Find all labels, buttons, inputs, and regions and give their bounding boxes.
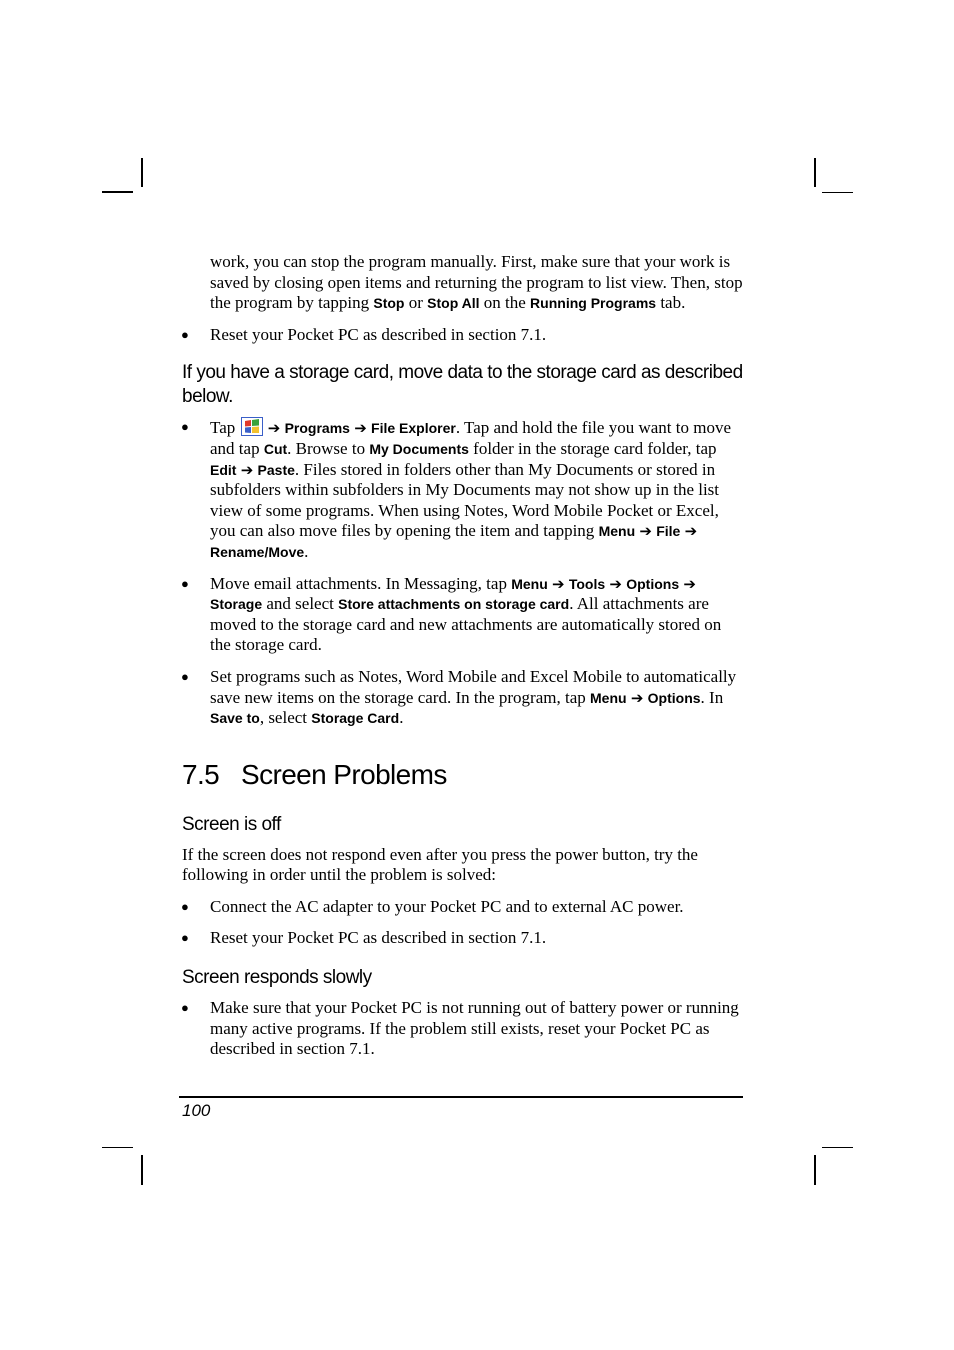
arrow-icon: ➔ [683, 574, 696, 593]
page-content [182, 252, 744, 1060]
bullet-icon: ● [181, 1000, 189, 1016]
text: , select [259, 708, 312, 728]
text: . Tap and hold the file you want to move and tap [210, 418, 731, 458]
list-item [182, 998, 744, 1060]
ui-label-file-explorer: File Explorer [371, 420, 456, 437]
bullet-icon: ● [181, 898, 189, 914]
crop-mark [102, 1147, 133, 1148]
text: . Browse to [287, 438, 370, 458]
arrow-icon: ➔ [552, 574, 565, 593]
section-heading [182, 759, 744, 791]
list-item [182, 417, 744, 562]
crop-mark [141, 1155, 143, 1185]
arrow-icon: ➔ [354, 419, 367, 438]
crop-mark [822, 192, 853, 193]
text: tab. [656, 293, 686, 313]
ui-label-stop: Stop [373, 295, 405, 312]
page-number: 100 [182, 1101, 211, 1120]
text: Reset your Pocket PC as described in section 7.1. [210, 324, 547, 344]
list-item [182, 325, 744, 346]
crop-mark [141, 158, 143, 187]
continuation-paragraph [182, 252, 744, 314]
ui-label-menu: Menu [598, 523, 636, 540]
ui-label-save-to: Save to [210, 710, 260, 727]
list-item [182, 574, 744, 656]
ui-label-tools: Tools [568, 575, 606, 592]
screen-off-heading: Screen is off [182, 813, 281, 835]
arrow-icon: ➔ [267, 419, 281, 438]
bullet-icon: ● [181, 326, 189, 342]
arrow-icon: ➔ [630, 688, 644, 707]
ui-label-menu: Menu [511, 575, 548, 592]
ui-label-my-documents: My Documents [369, 440, 469, 457]
ui-label-storage: Storage [210, 596, 263, 613]
list-item [182, 667, 744, 729]
arrow-icon: ➔ [240, 460, 254, 479]
ui-label-stop-all: Stop All [427, 295, 480, 312]
screen-slow-heading: Screen responds slowly [182, 967, 372, 989]
bullet-icon: ● [181, 930, 189, 946]
ui-label-cut: Cut [263, 440, 288, 457]
text: Connect the AC adapter to your Pocket PC and to external AC power. [210, 896, 684, 916]
section-title: Screen Problems [241, 758, 447, 790]
list-item [182, 928, 744, 949]
crop-mark [102, 191, 133, 193]
ui-label-edit: Edit [210, 461, 237, 478]
text: . All attachments are moved to the storage card and new attachments are automatically stored on the storage card. [210, 594, 722, 655]
list-item [182, 897, 744, 918]
ui-label-storage-card: Storage Card [311, 710, 400, 727]
text: Make sure that your Pocket PC is not running out of battery power or running many active programs. If the problem still exists, reset your Pocket PC as described in section 7.1. [210, 998, 739, 1059]
text: . [304, 541, 309, 561]
arrow-icon: ➔ [639, 522, 652, 541]
text: and select [262, 594, 339, 614]
ui-label-rename-move: Rename/Move [210, 543, 305, 560]
windows-start-icon [241, 417, 263, 436]
bullet-icon: ● [181, 668, 189, 684]
bullet-list [182, 325, 744, 346]
ui-label-file: File [656, 523, 681, 540]
footer-rule [179, 1096, 743, 1098]
text: work, you can stop the program manually. First, make sure that your work is saved by closing open items and returning the program to list view. Then, stop the program by tapping [210, 252, 743, 313]
arrow-icon: ➔ [609, 574, 622, 593]
text: Tap [210, 418, 240, 438]
ui-label-options: Options [647, 689, 701, 706]
crop-mark [822, 1147, 853, 1148]
bullet-icon: ● [181, 575, 189, 591]
screen-off-intro: If the screen does not respond even after you press the power button, try the following in order until the problem is solved: [182, 844, 698, 885]
bullet-list [182, 417, 744, 728]
section-number: 7.5 [182, 758, 220, 790]
crop-mark [814, 1155, 816, 1185]
ui-label-store-attachments: Store attachments on storage card [338, 596, 570, 613]
text: Move email attachments. In Messaging, tap [210, 573, 512, 593]
text: . In [700, 687, 724, 707]
ui-label-programs: Programs [284, 420, 350, 437]
ui-label-options: Options [626, 575, 680, 592]
arrow-icon: ➔ [684, 522, 698, 541]
text: folder in the storage card folder, tap [468, 438, 717, 458]
text: . [399, 708, 404, 728]
text: on the [479, 293, 531, 313]
crop-mark [814, 158, 816, 187]
text: Reset your Pocket PC as described in section 7.1. [210, 928, 547, 948]
ui-label-running-programs: Running Programs [530, 295, 657, 312]
ui-label-paste: Paste [257, 461, 295, 478]
text: Set programs such as Notes, Word Mobile and Excel Mobile to automatically save new items on the storage card. In the program, tap [210, 666, 737, 707]
storage-card-heading: If you have a storage card, move data to the storage card as described below. [182, 362, 743, 408]
text: . Files stored in folders other than My Documents or stored in subfolders within subfolders in My Documents may not show up in the list view of some programs. When using Notes, Word Mobile Pocket or Excel, you can also move files by opening the item and tapping [210, 459, 720, 541]
bullet-icon: ● [181, 419, 189, 435]
ui-label-menu: Menu [590, 689, 627, 706]
text: or [404, 293, 428, 313]
bullet-list [182, 897, 744, 949]
bullet-list [182, 998, 744, 1060]
